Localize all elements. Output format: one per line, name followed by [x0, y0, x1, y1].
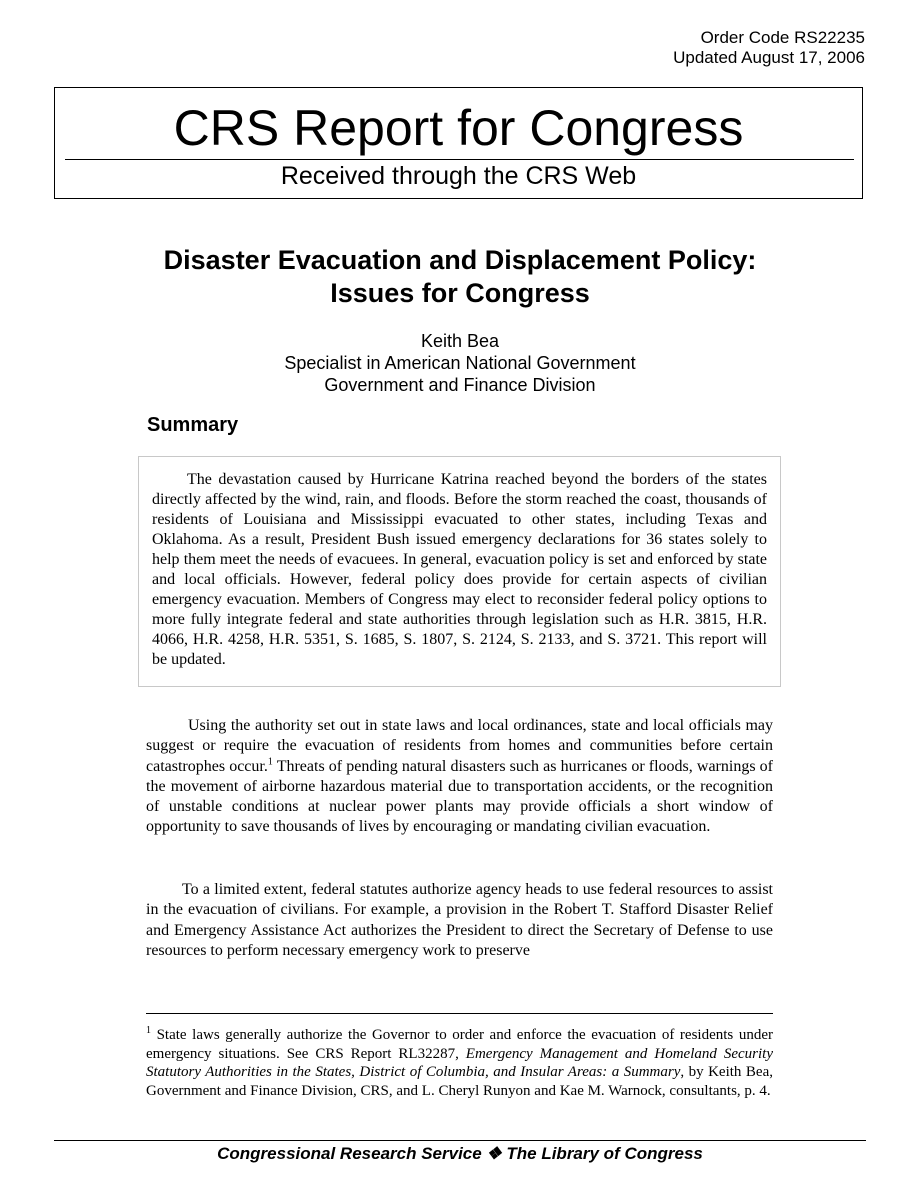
p1-text-b: Threats of pending natural disasters such as hurricanes or floods, warnings of the movement of airborne hazardous material due to transportation accidents, or the recognition of unstable conditions at nuclear power plants may provide officials a short window of opportunity to save thousands of lives by encouraging or mandating civilian evacuation. [146, 757, 774, 836]
footer-divider [54, 1140, 866, 1141]
banner-subtitle: Received through the CRS Web [280, 162, 637, 190]
footnote-divider [146, 1013, 773, 1014]
author-title: Specialist in American National Government [284, 353, 636, 373]
banner-title: CRS Report for Congress [173, 100, 744, 156]
banner-divider [65, 159, 854, 160]
report-title-line-2: Issues for Congress [330, 278, 590, 308]
order-code-block [673, 28, 865, 68]
body-paragraph-1 [146, 716, 773, 838]
footnote-ref-1[interactable]: 1 [267, 756, 273, 768]
p2-text: To a limited extent, federal statutes authorize agency heads to use federal resources to assist in the evacuation of civilians. For example, a provision in the Robert T. Stafford Disaster Relief and Emergency Assistance Act authorizes the President to direct the Secretary of Defense to use resources to perform necessary emergency work to preserve [146, 881, 773, 959]
summary-box [138, 456, 781, 687]
footnote-1 [146, 1026, 773, 1101]
p1-text-a: Using the authority set out in state laws and local ordinances, state and local officials may suggest or require the evacuation of residents from homes and communities before certain catastrophes occur. [146, 717, 773, 775]
summary-heading: Summary [147, 414, 239, 436]
updated-date: Updated August 17, 2006 [673, 48, 865, 67]
order-code: Order Code RS22235 [700, 28, 865, 47]
footer: Congressional Research Service ❖ The Library of Congress [217, 1144, 703, 1163]
footnote-italic-title: Emergency Management and Homeland Security Statutory Authorities in the States, District of Columbia, and Insular Areas: a Summary [146, 1045, 773, 1081]
crs-banner [54, 87, 863, 199]
footnote-text-b: , by Keith Bea, Government and Finance Division, CRS, and L. Cheryl Runyon and Kae M. Warnock, consultants, p. 4. [146, 1064, 773, 1100]
footnote-number: 1 [146, 1025, 151, 1036]
author-block [100, 330, 820, 396]
summary-text: The devastation caused by Hurricane Katrina reached beyond the borders of the states directly affected by the wind, rain, and floods. Before the storm reached the coast, thousands of residents of Louisiana and Mississippi evacuated to other states, including Texas and Oklahoma. As a result, President Bush issued emergency declarations for 36 states solely to help them meet the needs of evacuees. In general, evacuation policy is set and enforced by state and local officials. However, federal policy does provide for certain aspects of civilian emergency evacuation. Members of Congress may elect to reconsider federal policy options to more fully integrate federal and state authorities through legislation such as H.R. 3815, H.R. 4066, H.R. 4258, H.R. 5351, S. 1685, S. 1807, S. 2124, S. 2133, and S. 3721. This report will be updated. [152, 471, 767, 668]
author-division: Government and Finance Division [324, 375, 596, 395]
body-paragraph-2 [146, 880, 773, 961]
author-name: Keith Bea [420, 331, 500, 351]
report-title [100, 244, 820, 310]
report-title-line-1: Disaster Evacuation and Displacement Policy: [163, 245, 757, 275]
footnote-text-a: State laws generally authorize the Governor to order and enforce the evacuation of residents under emergency situations. See CRS Report RL32287, [146, 1027, 773, 1062]
